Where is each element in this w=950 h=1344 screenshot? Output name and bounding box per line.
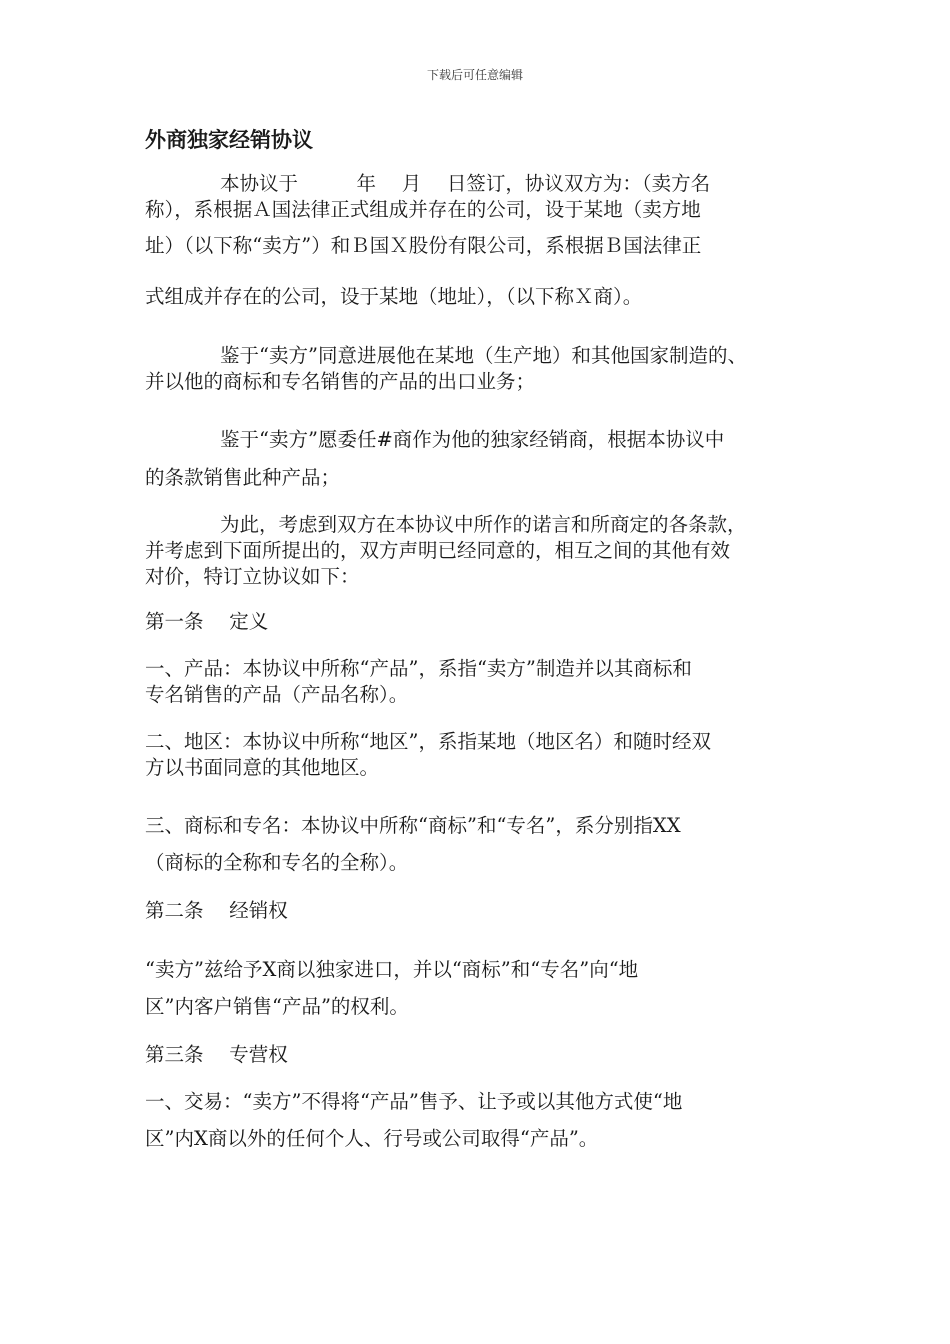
paragraph-line: 二、地区：本协议中所称“地区”，系指某地（地区名）和随时经双 [145,730,711,753]
paragraph-line: 称），系根据Ａ国法律正式组成并存在的公司，设于某地（卖方地 [145,198,701,221]
paragraph-line: 专名销售的产品（产品名称）。 [145,683,409,706]
page-header: 下载后可任意编辑 [426,68,523,82]
paragraph-line: 并考虑到下面所提出的，双方声明已经同意的，相互之间的其他有效 [145,539,731,562]
article-heading: 第三条 专营权 [145,1043,288,1066]
paragraph-line: 三、商标和专名：本协议中所称“商标”和“专名”，系分别指XX [145,814,681,837]
paragraph-line: 的条款销售此种产品； [145,466,341,489]
paragraph-line: 区”内客户销售“产品”的权利。 [145,995,409,1018]
article-heading: 第一条 定义 [145,610,269,633]
paragraph-line: 区”内X商以外的任何个人、行号或公司取得“产品”。 [145,1127,599,1150]
paragraph-line: 式组成并存在的公司，设于某地（地址），（以下称Ｘ商）。 [145,285,643,308]
paragraph-line: 并以他的商标和专名销售的产品的出口业务； [145,370,536,393]
paragraph-line: 对价，特订立协议如下： [145,565,360,588]
paragraph-line: （商标的全称和专名的全称）。 [145,851,409,874]
paragraph-line: 一、产品：本协议中所称“产品”，系指“卖方”制造并以其商标和 [145,657,692,680]
paragraph-line: 方以书面同意的其他地区。 [145,756,380,779]
paragraph-line: 鉴于“卖方”愿委任#商作为他的独家经销商，根据本协议中 [220,428,725,451]
paragraph-line: 鉴于“卖方”同意进展他在某地（生产地）和其他国家制造的、 [220,344,747,367]
article-heading: 第二条 经销权 [145,899,288,922]
paragraph-line: “卖方”兹给予X商以独家进口，并以“商标”和“专名”向“地 [145,958,639,981]
paragraph-line: 址）（以下称“卖方”）和Ｂ国Ｘ股份有限公司，系根据Ｂ国法律正 [145,234,702,257]
document-title: 外商独家经销协议 [145,128,313,152]
paragraph-line: 为此，考虑到双方在本协议中所作的诺言和所商定的各条款， [220,513,747,536]
paragraph-line: 一、交易：“卖方”不得将“产品”售予、让予或以其他方式使“地 [145,1090,683,1113]
paragraph-line: 本协议于 年 月 日签订，协议双方为：（卖方名 [220,172,711,195]
